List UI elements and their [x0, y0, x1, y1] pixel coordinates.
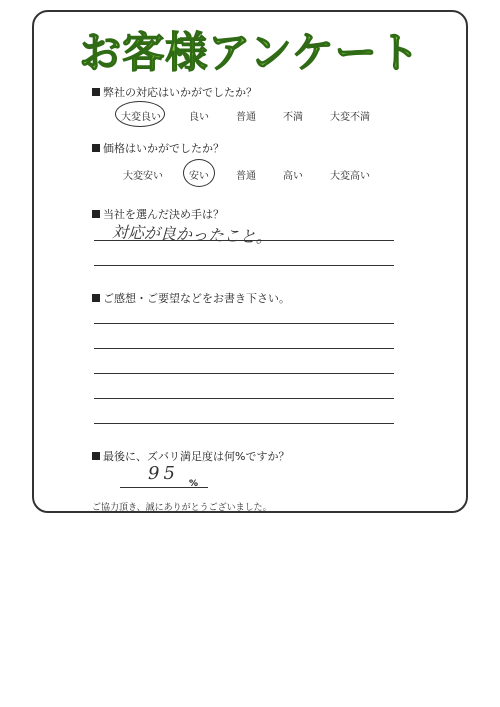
thank-you-note: ご協力頂き、誠にありがとうございました。 — [92, 503, 272, 513]
answer-line — [94, 240, 394, 241]
answer-line — [120, 487, 208, 488]
option-very-good[interactable]: 大変良い — [121, 112, 161, 123]
question-3-label: 当社を選んだ決め手は？ — [103, 208, 224, 221]
option-very-dissatisfied[interactable]: 大変不満 — [330, 112, 370, 123]
question-4-label: ご感想・ご要望などをお書き下さい。 — [103, 292, 290, 305]
question-2 — [92, 140, 224, 156]
option-expensive[interactable]: 高い — [283, 171, 303, 182]
bullet-square-icon — [92, 452, 100, 460]
option-good[interactable]: 良い — [189, 112, 209, 123]
answer-line — [94, 423, 394, 424]
question-3-handwritten-answer[interactable]: 対応が良かったこと。 — [111, 222, 273, 247]
option-cheap[interactable]: 安い — [189, 171, 209, 182]
answer-line — [94, 373, 394, 374]
question-5 — [92, 448, 289, 464]
answer-line — [94, 348, 394, 349]
option-very-expensive[interactable]: 大変高い — [330, 171, 370, 182]
satisfaction-percent-answer[interactable]: 95 — [148, 463, 179, 484]
bullet-square-icon — [92, 294, 100, 302]
bullet-square-icon — [92, 88, 100, 96]
question-5-label: 最後に、ズバリ満足度は何%ですか？ — [103, 450, 290, 463]
question-2-options — [0, 167, 500, 183]
option-normal[interactable]: 普通 — [236, 112, 256, 123]
bullet-square-icon — [92, 144, 100, 152]
answer-line — [94, 323, 394, 324]
question-1-label: 弊社の対応はいかがでしたか？ — [103, 86, 257, 99]
question-1 — [92, 84, 257, 100]
bullet-square-icon — [92, 210, 100, 218]
question-1-options — [0, 108, 500, 124]
option-dissatisfied[interactable]: 不満 — [283, 112, 303, 123]
answer-line — [94, 265, 394, 266]
question-4 — [92, 290, 290, 306]
answer-line — [94, 398, 394, 399]
question-2-label: 価格はいかがでしたか？ — [103, 142, 224, 155]
option-very-cheap[interactable]: 大変安い — [123, 171, 163, 182]
percent-unit: % — [189, 479, 199, 489]
option-normal[interactable]: 普通 — [236, 171, 256, 182]
survey-title: お客様アンケート — [79, 28, 421, 77]
